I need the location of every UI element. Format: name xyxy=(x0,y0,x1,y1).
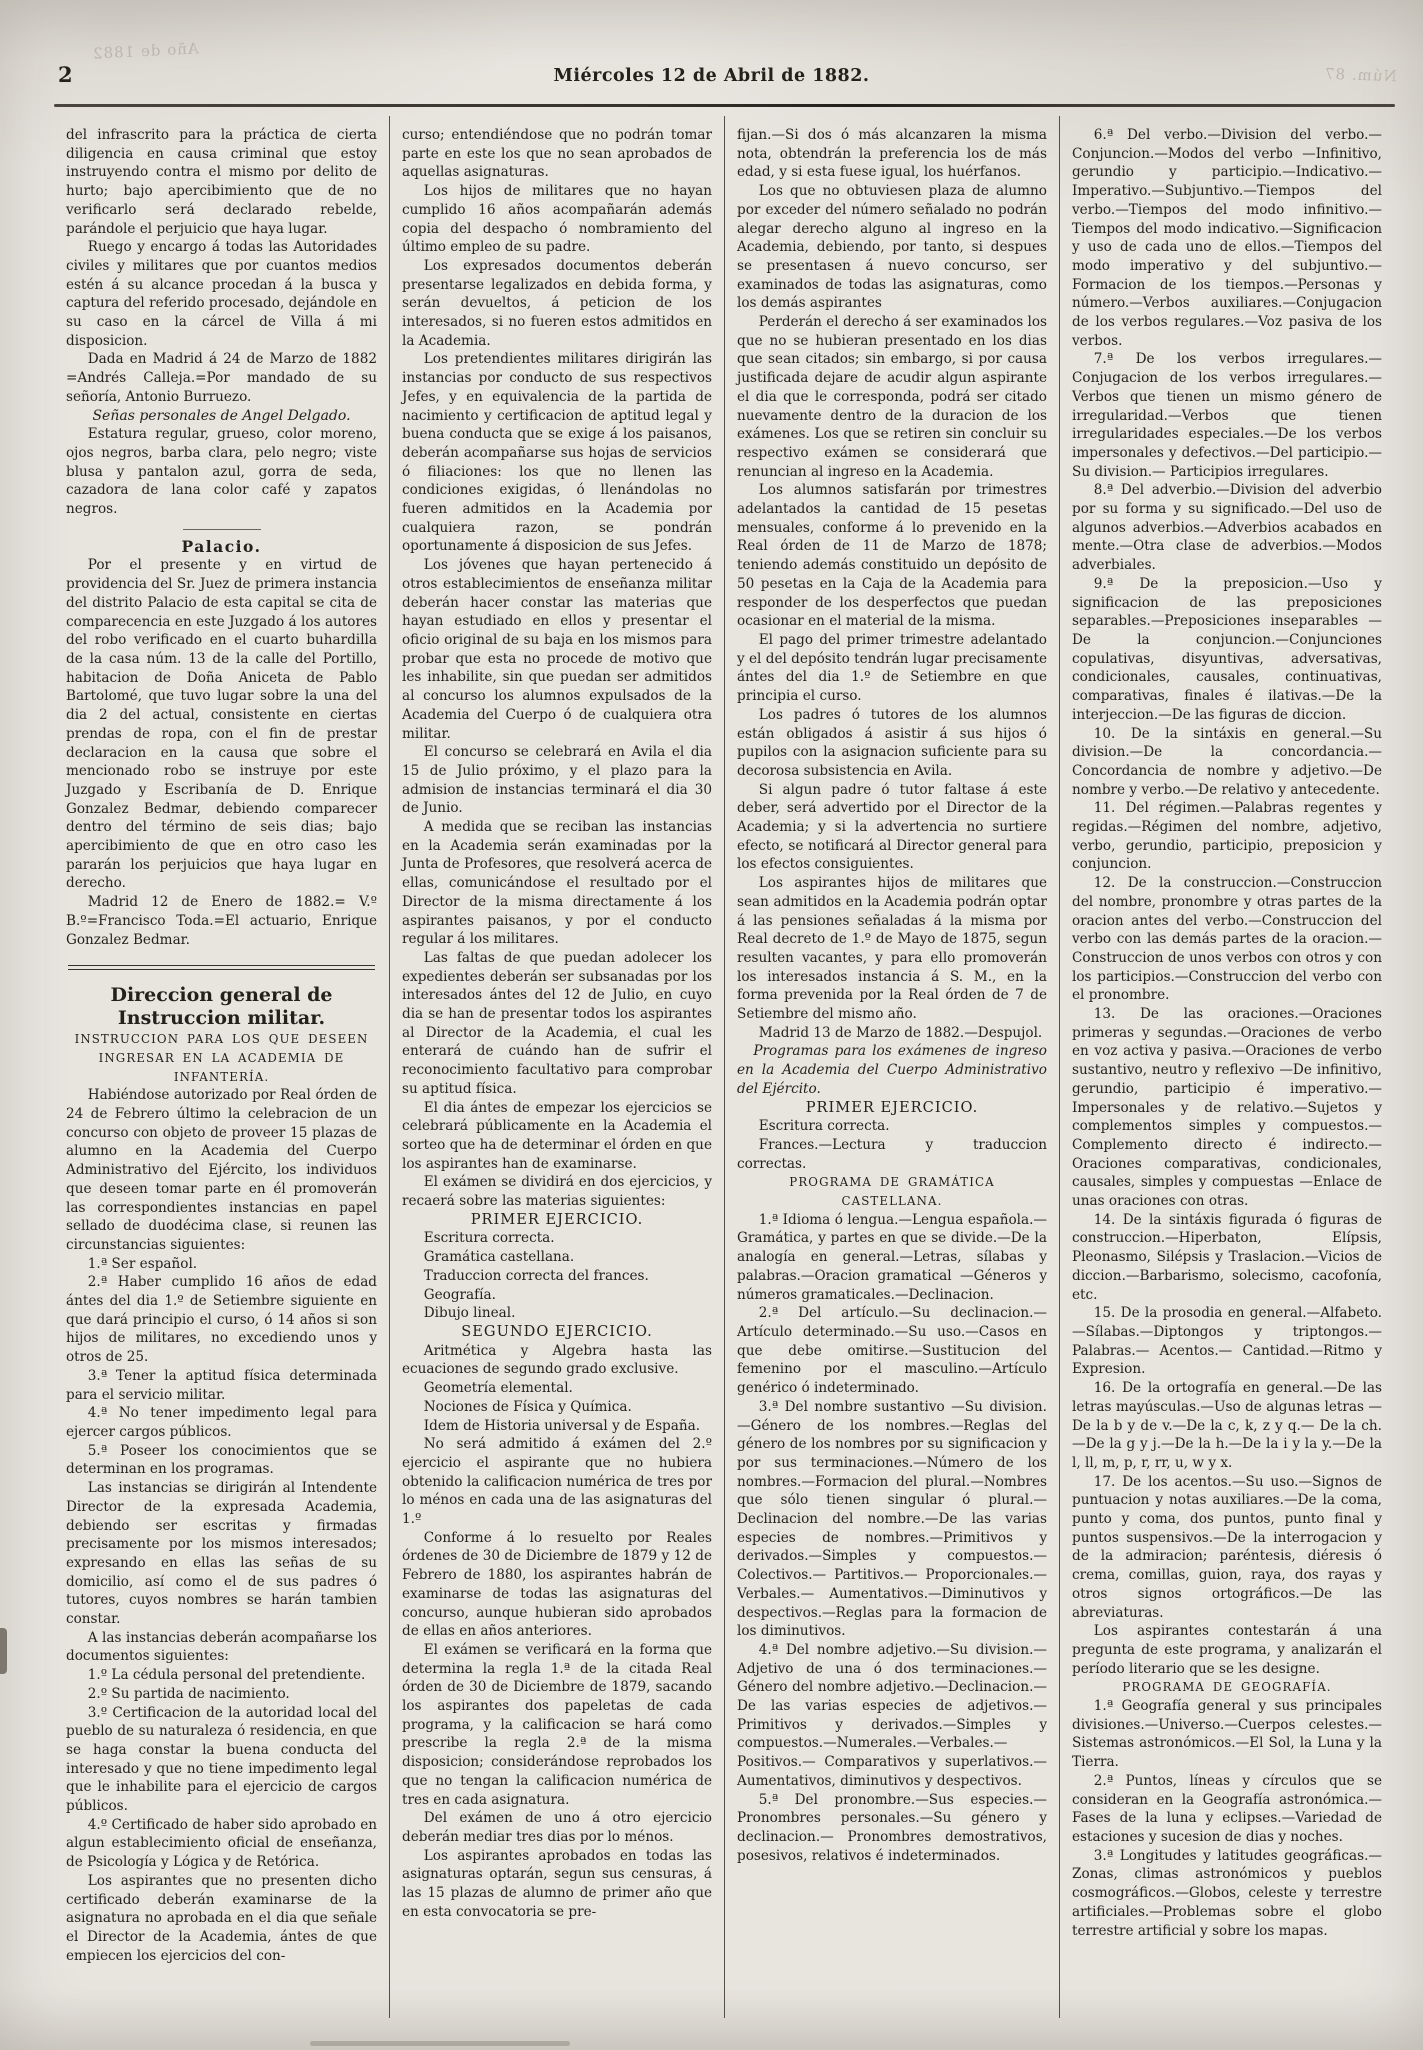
paragraph: 2.ª Del artículo.—Su declinacion.—Artículo determinado.—Su uso.—Casos en que debe omitirse.—Sustitucion del femenino por el masculino.—Artículo genérico ó indeterminado. xyxy=(737,1305,1047,1397)
page-date-title: Miércoles 12 de Abril de 1882. xyxy=(553,66,870,86)
article-divider-rule xyxy=(183,529,261,530)
paragraph: fijan.—Si dos ó más alcanzaren la misma nota, obtendrán la preferencia los de más edad, y si esta fuese igual, los huérfanos. xyxy=(737,127,1047,181)
paragraph: Los alumnos satisfarán por trimestres adelantados la cantidad de 15 pesetas mensuales, conforme á lo prevenido en la Real órden de 11 de Marzo de 1878; teniendo además constituido un depósito de 50 pesetas en la Caja de la Academia para responder de los desperfectos que puedan ocasionar en el material de la misma. xyxy=(737,482,1047,630)
paragraph: Madrid 13 de Marzo de 1882.—Despujol. xyxy=(758,1024,1043,1041)
paragraph: 12. De la construccion.—Construccion del nombre, pronombre y otras partes de la oracion antes del verbo.—Construccion del verbo con las demás partes de la oracion.—Construccion de unos verbos con otros y con los participios.—Construccion del verbo con el pronombre. xyxy=(1072,875,1382,1004)
paragraph: A las instancias deberán acompañarse los documentos siguientes: xyxy=(66,1629,377,1665)
page-number: 2 xyxy=(58,62,73,87)
paragraph: No será admitido á exámen del 2.º ejercicio el aspirante que no hubiera obtenido la calificacion numérica de tres por lo ménos en cada una de las asignaturas del 1.º xyxy=(402,1436,712,1528)
paragraph: Conforme á lo resuelto por Reales órdenes de 30 de Diciembre de 1879 y 12 de Febrero de 1880, los aspirantes habrán de examinarse de todas las asignaturas del concurso, aunque hubieran sido aprobados de ellas en años anteriores. xyxy=(402,1529,712,1640)
paragraph: 13. De las oraciones.—Oraciones primeras y segundas.—Oraciones de verbo en voz activa y pasiva.—Oraciones de verbo sustantivo, neutro y reflexivo —De infinitivo, gerundio, participio é imperativo.—Impersonales y de relativo.—Sujetos y complementos simples y compuestos.—Complemento directo é indirecto.—Oraciones comparativas, condicionales, causales, simples y compuestas —Enlace de unas oraciones con otras. xyxy=(1072,1006,1382,1210)
text-column-4 xyxy=(1059,116,1394,2018)
paragraph: Los jóvenes que hayan pertenecido á otros establecimientos de enseñanza militar deberán hacer constar las materias que hayan estudiado en ellos y presentar el oficio original de su baja en los mismos para probar que esta no procede de motivo que les inhabilite, sin que puedan ser admitidos al concurso los alumnos expulsados de la Academia del Cuerpo ó de cualquiera otra militar. xyxy=(402,557,712,742)
paragraph: Los hijos de militares que no hayan cumplido 16 años acompañarán además copia del despacho ó nombramiento del último empleo de su padre. xyxy=(402,183,712,256)
paragraph: Los aspirantes que no presenten dicho certificado deberán examinarse de la asignatura no aprobada en el dia que señale el Director de la Academia, ántes de que empiecen los ejercicios del con- xyxy=(66,1872,377,1964)
paragraph: 2.º Su partida de nacimiento. xyxy=(87,1685,290,1702)
paragraph: Programas para los exámenes de ingreso en la Academia del Cuerpo Administrativo del Ejército. xyxy=(737,1043,1047,1097)
paragraph: 1.ª Ser español. xyxy=(87,1255,198,1272)
paragraph: 1.º La cédula personal del pretendiente. xyxy=(87,1667,366,1684)
columns-container xyxy=(54,116,1397,2050)
italic-heading: Señas personales de Angel Delgado. xyxy=(92,407,351,424)
paragraph: Aritmética y Algebra hasta las ecuaciones de segundo grado exclusive. xyxy=(402,1342,712,1378)
list-item: Geografía. xyxy=(423,1286,496,1303)
paragraph: Los aspirantes aprobados en todas las asignaturas optarán, segun sus censuras, á las 15 plazas de alumno de primer año que en esta convocatoria se pre- xyxy=(402,1847,712,1920)
paragraph: 17. De los acentos.—Su uso.—Signos de puntuacion y notas auxiliares.—De la coma, punto y coma, dos puntos, punto final y puntos suspensivos.—De la interrogacion y de la admiracion; paréntesis, diéresis ó crema, comillas, guion, raya, dos rayas y otros signos ortográficos.—De las abreviaturas. xyxy=(1072,1473,1382,1621)
text-column-1 xyxy=(54,116,389,2018)
paragraph: El concurso se celebrará en Avila el dia 15 de Julio próximo, y el plazo para la admision de instancias terminará el dia 30 de Junio. xyxy=(402,744,712,817)
paragraph: Los que no obtuviesen plaza de alumno por exceder del número señalado no podrán alegar derecho alguno al ingreso en la Academia, debiendo, por tanto, si despues se presentasen á nuevo concurso, ser examinados de todas las asignaturas, como los demás aspirantes xyxy=(737,183,1047,312)
article-heading: Palacio. xyxy=(181,536,262,556)
paragraph: 14. De la sintáxis figurada ó figuras de construccion.—Hiperbaton, Elípsis, Pleonasmo, Silépsis y Traslacion.—Vicios de diccion.—Barbarismo, solecismo, cacofonía, etc. xyxy=(1072,1211,1382,1303)
paragraph: 16. De la ortografía en general.—De las letras mayúsculas.—Uso de algunas letras —De la b y de v.—De la c, k, z y q.— De la ch.—De la g y j.—De la h.—De la i y la y.—De la l, ll, m, p, r, rr, u, w y x. xyxy=(1072,1380,1382,1471)
paragraph: 5.ª Del pronombre.—Sus especies.—Pronombres personales.—Su género y declinacion.— Pronombres demostrativos, posesivos, relativos é indeterminados. xyxy=(737,1791,1047,1864)
list-item: Traduccion correcta del frances. xyxy=(423,1267,649,1284)
paragraph: Del exámen de uno á otro ejercicio deberán mediar tres dias por lo ménos. xyxy=(402,1810,712,1845)
page-header xyxy=(0,0,1423,112)
section-double-rule xyxy=(68,965,375,970)
paragraph: Estatura regular, grueso, color moreno, ojos negros, barba clara, pelo negro; viste blusa y pantalon azul, gorra de seda, cazadora de lana color café y zapatos negros. xyxy=(66,426,377,518)
paragraph: 3.ª Tener la aptitud física determinada para el servicio militar. xyxy=(66,1367,377,1403)
list-item: Escritura correcta. xyxy=(423,1230,555,1247)
paragraph: 7.ª De los verbos irregulares.—Conjugacion de los verbos irregulares.—Verbos que tienen un mismo género de irregularidad.—Verbos que tienen irregularidades especiales.—De los verbos impersonales y defectivos.—Del participio.—Su division.— Participios irregulares. xyxy=(1072,351,1382,480)
paragraph: del infrascrito para la práctica de cierta diligencia en causa criminal que estoy instruyendo contra el mismo por delito de hurto; bajo apercibimiento que de no verificarlo será declarado rebelde, parándole el perjuicio que haya lugar. xyxy=(66,127,377,237)
paragraph: Las faltas de que puedan adolecer los expedientes deberán ser subsanadas por los interesados ántes del 12 de Julio, en cuyo dia se han de presentar todos los aspirantes al Director de la Academia, el cual les enterará de cuándo han de sufrir el reconocimiento facultativo para comprobar su aptitud física. xyxy=(402,949,712,1097)
paragraph: Ruego y encargo á todas las Autoridades civiles y militares que por cuantos medios estén á su alcance procedan á la busca y captura del referido procesado, dejándole en su caso en la cárcel de Villa á mi disposicion. xyxy=(66,239,377,349)
smallcaps-heading: PROGRAMA DE GRAMÁTICA CASTELLANA. xyxy=(789,1175,995,1209)
edge-smudge xyxy=(310,2041,570,2046)
list-item: Escritura correcta. xyxy=(758,1118,890,1135)
paragraph: Los pretendientes militares dirigirán las instancias por conducto de sus respectivos Jefes, y en equivalencia de la partida de nacimiento y certificacion de aptitud legal y buena conducta que se exige á los paisanos, deberán acompañarse sus hojas de servicios ó filiaciones: los que no llenen las condiciones exigidas, ó llenándolas no fueren admitidos en la Academia por cualquiera razon, se pondrán oportunamente á disposicion de sus Jefes. xyxy=(402,351,712,555)
paragraph: Perderán el derecho á ser examinados los que no se hubieran presentado en los dias que sean citados; sin embargo, si por causa justificada dejare de acudir algun aspirante el dia que le corresponda, podrá ser citado nuevamente dentro de la duracion de los exámenes. Los que se retiren sin concluir su respectivo exámen se considerará que renuncian al ingreso en la Academia. xyxy=(737,314,1047,480)
exercise-heading: PRIMER EJERCICIO. xyxy=(470,1210,644,1228)
exercise-heading: SEGUNDO EJERCICIO. xyxy=(461,1323,653,1340)
paragraph: 2.ª Puntos, líneas y círculos que se consideran en la Geografía astronómica.—Fases de la luna y eclipses.—Variedad de estaciones y sucesion de dias y noches. xyxy=(1072,1772,1382,1845)
header-rule xyxy=(54,104,1395,107)
paragraph: Los aspirantes contestarán á una pregunta de este programa, y analizarán el período literario que se les designe. xyxy=(1072,1623,1382,1677)
paragraph: 15. De la prosodia en general.—Alfabeto.—Sílabas.—Diptongos y triptongos.—Palabras.— Acentos.— Cantidad.—Ritmo y Expresion. xyxy=(1072,1305,1382,1378)
paragraph: Los expresados documentos deberán presentarse legalizados en debida forma, y serán devueltos, á peticion de los interesados, si no fueren estos admitidos en la Academia. xyxy=(402,257,712,349)
paragraph: El pago del primer trimestre adelantado y el del depósito tendrán lugar precisamente ántes del dia 1.º de Setiembre en que principia el curso. xyxy=(737,631,1047,705)
paragraph: Madrid 12 de Enero de 1882.= V.º B.º=Francisco Toda.=El actuario, Enrique Gonzalez Bedmar. xyxy=(66,894,377,948)
text-column-3 xyxy=(724,116,1059,2018)
paragraph: 1.ª Geografía general y sus principales divisiones.—Universo.—Cuerpos celestes.—Sistemas astronómicos.—El Sol, la Luna y la Tierra. xyxy=(1072,1698,1382,1771)
list-item: Dibujo lineal. xyxy=(423,1305,516,1322)
paragraph: Habiéndose autorizado por Real órden de 24 de Febrero último la celebracion de un concurso con objeto de proveer 15 plazas de alumno en la Academia del Cuerpo Administrativo del Ejército, los individuos que deseen tomar parte en él promoverán las correspondientes instancias en papel sellado de duodécima clase, si reunen las circunstancias siguientes: xyxy=(66,1087,377,1253)
paragraph: Si algun padre ó tutor faltase á este deber, será advertido por el Director de la Academia; y si la advertencia no surtiere efecto, se notificará al Director general para los efectos consiguientes. xyxy=(737,781,1047,873)
paragraph: curso; entendiéndose que no podrán tomar parte en este los que no sean aprobados de aquellas asignaturas. xyxy=(402,127,712,181)
paragraph: A medida que se reciban las instancias en la Academia serán examinadas por la Junta de Profesores, que resolverá acerca de ellas, comunicándose el resultado por el Director de la misma directamente á los aspirantes paisanos, y por el conducto regular á los militares. xyxy=(402,819,712,948)
paragraph: 2.ª Haber cumplido 16 años de edad ántes del dia 1.º de Setiembre siguiente en que dará principio el curso, ó 14 años si son hijos de militares, no excediendo unos y otros de 25. xyxy=(66,1274,377,1366)
list-item: Geometría elemental. xyxy=(423,1380,573,1397)
paragraph: 9.ª De la preposicion.—Uso y significacion de las preposiciones separables.—Preposiciones inseparables —De la conjuncion.—Conjunciones copulativas, disyuntivas, adversativas, condicionales, causales, continuativas, comparativas, finales é ilativas.—De la interjeccion.—De las figuras de diccion. xyxy=(1072,575,1382,723)
bleedthrough-issue-number-text: Núm. 87 xyxy=(1324,64,1398,86)
smallcaps-heading: PROGRAMA DE GEOGRAFÍA. xyxy=(1122,1680,1332,1695)
paragraph: Idem de Historia universal y de España. xyxy=(423,1417,701,1434)
paragraph: 11. Del régimen.—Palabras regentes y regidas.—Régimen del nombre, adjetivo, verbo, gerundio, participio, preposicion y conjuncion. xyxy=(1072,800,1382,873)
list-item: Gramática castellana. xyxy=(423,1249,575,1266)
exercise-heading: PRIMER EJERCICIO. xyxy=(805,1098,979,1116)
paragraph: Dada en Madrid á 24 de Marzo de 1882 =Andrés Calleja.=Por mandado de su señoría, Antonio Burruezo. xyxy=(66,351,377,405)
paragraph: 4.ª No tener impedimento legal para ejercer cargos públicos. xyxy=(66,1405,377,1440)
paragraph: Por el presente y en virtud de providencia del Sr. Juez de primera instancia del distrito Palacio de esta capital se cita de comparecencia en este Juzgado á los autores del robo verificado en el cuarto buhardilla de la casa núm. 13 de la calle del Portillo, habitacion de Doña Aniceta de Pablo Bartolomé, que tuvo lugar sobre la una del dia 2 del actual, consistente en ciertas prendas de ropa, con el fin de prestar declaracion en la causa que sobre el mencionado robo se instruye por este Juzgado y Escribanía de D. Enrique Gonzalez Bedmar, debiendo comparecer dentro del término de seis dias; bajo apercibimiento de que en otro caso les pararán los perjuicios que haya lugar en derecho. xyxy=(66,557,377,892)
text-column-2 xyxy=(389,116,724,2018)
bleedthrough-year-text: Año de 1882 xyxy=(91,39,200,63)
paragraph: 3.ª Del nombre sustantivo —Su division.—Género de los nombres.—Reglas del género de los nombres por su significacion y por sus terminaciones.—Número de los nombres.—Formacion del plural.—Nombres que sólo tienen singular ó plural.—Declinacion del nombre.—De las varias especies de nombres.—Primitivos y derivados.—Simples y compuestos.— Colectivos.— Partitivos.— Proporcionales.— Verbales.— Aumentativos.—Diminutivos y despectivos.—Reglas para la formacion de los diminutivos. xyxy=(737,1398,1047,1640)
list-item: Nociones de Física y Química. xyxy=(423,1398,632,1415)
paragraph: 6.ª Del verbo.—Division del verbo.—Conjuncion.—Modos del verbo —Infinitivo, gerundio y participio.—Indicativo.—Imperativo.—Subjuntivo.—Tiempos del verbo.—Tiempos del modo infinitivo.—Tiempos del modo indicativo.—Significacion y uso de cada uno de ellos.—Tiempos del modo imperativo y del subjuntivo.—Formacion de los tiempos.—Personas y número.—Verbos auxiliares.—Conjugacion de los verbos regulares.—Voz pasiva de los verbos. xyxy=(1072,127,1382,349)
paragraph: 4.ª Del nombre adjetivo.—Su division.—Adjetivo de una ó dos terminaciones.—Género del nombre adjetivo.—Declinacion.—De las varias especies de adjetivos.—Primitivos y derivados.—Simples y compuestos.—Numerales.—Verbales.—Positivos.— Comparativos y superlativos.— Aumentativos, diminutivos y despectivos. xyxy=(737,1641,1047,1789)
paragraph: 3.º Certificacion de la autoridad local del pueblo de su naturaleza ó residencia, en que se haga constar la buena conducta del interesado y que no tiene impedimento legal que le inhabilite para el ejercicio de cargos públicos. xyxy=(66,1704,377,1815)
paragraph: Los aspirantes hijos de militares que sean admitidos en la Academia podrán optar á las pensiones señaladas á la misma por Real decreto de 1.º de Mayo de 1875, segun resulten vacantes, y para ello promoverán los interesados instancia á S. M., en la forma prevenida por la Real órden de 7 de Setiembre del mismo año. xyxy=(737,875,1047,1023)
paragraph: El exámen se verificará en la forma que determina la regla 1.ª de la citada Real órden de 30 de Diciembre de 1879, sacando los aspirantes dos papeletas de cada programa, y la calificacion se hará como prescribe la regla 2.ª de la misma disposicion; considerándose reprobados los que no tengan la calificacion numérica de tres en cada asignatura. xyxy=(402,1641,712,1808)
paragraph: 8.ª Del adverbio.—Division del adverbio por su forma y su significado.—Del uso de algunos adverbios.—Adverbios acabados en mente.—Otra clase de adverbios.—Modos adverbiales. xyxy=(1072,482,1382,574)
ink-smudge xyxy=(0,1628,7,1674)
paragraph: 3.ª Longitudes y latitudes geográficas.—Zonas, climas astronómicos y pueblos cosmográficos.—Globos, celeste y terrestre artificiales.—Problemas sobre el globo terrestre artificial y sobre los mapas. xyxy=(1072,1847,1382,1939)
paragraph: Los padres ó tutores de los alumnos están obligados á asistir á sus hijos ó pupilos con la asignacion suficiente para su decorosa subsistencia en Avila. xyxy=(737,706,1047,779)
paragraph: 4.º Certificado de haber sido aprobado en algun establecimiento oficial de enseñanza, de Psicología y Lógica y de Retórica. xyxy=(66,1816,377,1871)
section-heading: Direccion general de Instruccion militar. xyxy=(110,984,333,1030)
paragraph: 1.ª Idioma ó lengua.—Lengua española.—Gramática, y partes en que se divide.—De la analogía en general.—Letras, sílabas y palabras.—Oracion gramatical —Géneros y números gramaticales.—Declinacion. xyxy=(737,1211,1047,1303)
paragraph: Frances.—Lectura y traduccion correctas. xyxy=(737,1136,1047,1172)
paragraph: 5.ª Poseer los conocimientos que se determinan en los programas. xyxy=(66,1442,377,1478)
paragraph: El dia ántes de empezar los ejercicios se celebrará públicamente en la Academia el sorteo que ha de determinar el órden en que los aspirantes han de examinarse. xyxy=(402,1099,712,1172)
paragraph: 10. De la sintáxis en general.—Su division.—De la concordancia.—Concordancia de nombre y adjetivo.—De nombre y verbo.—De relativo y antecedente. xyxy=(1072,725,1382,798)
paragraph: El exámen se dividirá en dos ejercicios, y recaerá sobre las materias siguientes: xyxy=(402,1174,712,1210)
smallcaps-heading: INSTRUCCION PARA LOS QUE DESEEN INGRESAR EN LA ACADEMIA DE INFANTERÍA. xyxy=(74,1032,369,1084)
paragraph: Las instancias se dirigirán al Intendente Director de la expresada Academia, debiendo ser escritas y firmadas precisamente por los mismos interesados; expresando en ellas las señas de su domicilio, así como el de sus padres ó tutores, cuyos nombres se harán tambien constar. xyxy=(66,1480,377,1628)
